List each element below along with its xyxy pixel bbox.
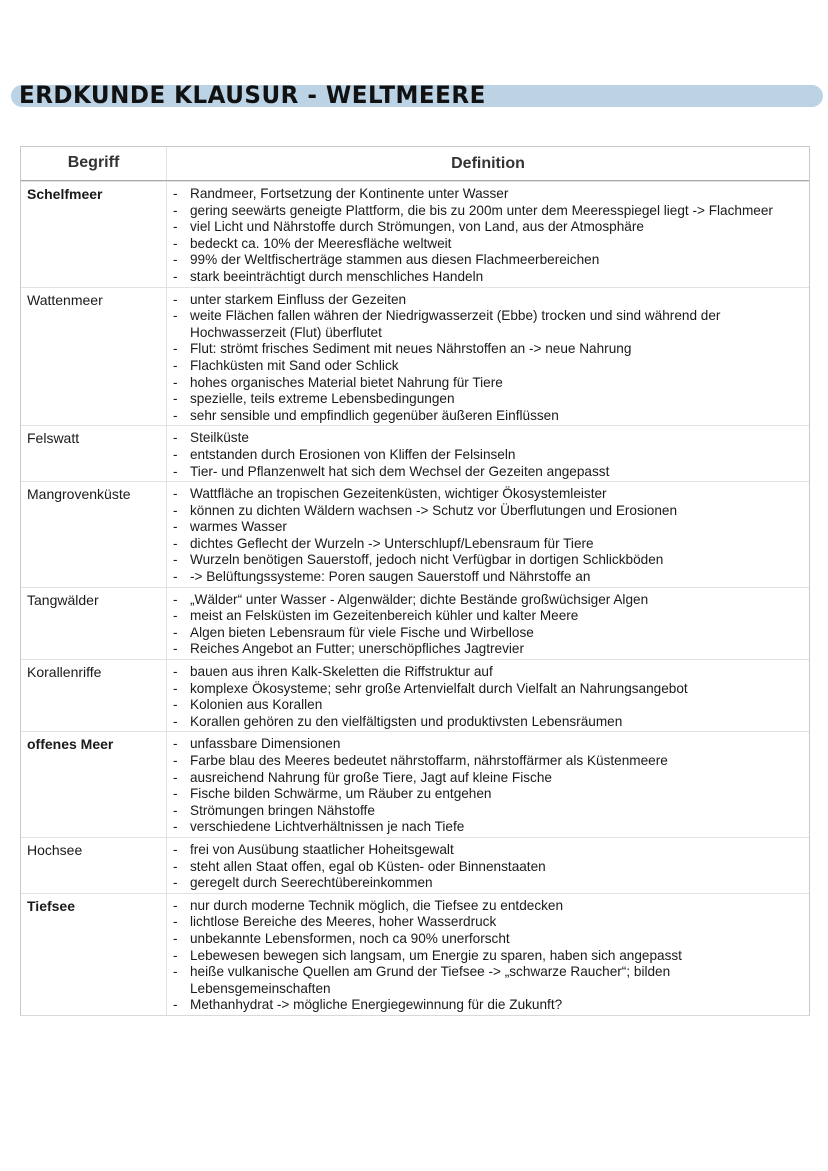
table-row xyxy=(21,425,809,481)
definition-item: - Strömungen bringen Nähstoffe xyxy=(173,803,803,820)
definition-item: - Kolonien aus Korallen xyxy=(173,697,803,714)
definition-item: - „Wälder“ unter Wasser - Algenwälder; dichte Bestände großwüchsiger Algen xyxy=(173,592,803,609)
term-cell: Tiefsee xyxy=(21,894,167,1015)
term-cell: Korallenriffe xyxy=(21,660,167,731)
table-row xyxy=(21,837,809,893)
definition-cell xyxy=(167,894,809,1015)
definition-item: - verschiedene Lichtverhältnissen je nach Tiefe xyxy=(173,819,803,836)
term-cell: Felswatt xyxy=(21,426,167,481)
definition-item: - Reiches Angebot an Futter; unerschöpfliches Jagtrevier xyxy=(173,641,803,658)
definition-item: - meist an Felsküsten im Gezeitenbereich kühler und kalter Meere xyxy=(173,608,803,625)
definition-item: - ausreichend Nahrung für große Tiere, Jagt auf kleine Fische xyxy=(173,770,803,787)
definition-item: - gering seewärts geneigte Plattform, die bis zu 200m unter dem Meeresspiegel liegt -> Flachmeer xyxy=(173,203,803,220)
header-definition: Definition xyxy=(451,154,525,172)
definition-item: - Wurzeln benötigen Sauerstoff, jedoch nicht Verfügbar in dortigen Schlickböden xyxy=(173,552,803,569)
definition-cell xyxy=(167,182,809,287)
term-cell: Mangrovenküste xyxy=(21,482,167,587)
definition-item: - Randmeer, Fortsetzung der Kontinente unter Wasser xyxy=(173,186,803,203)
table-row xyxy=(21,287,809,426)
definition-list xyxy=(173,736,803,836)
definition-item: - Algen bieten Lebensraum für viele Fische und Wirbellose xyxy=(173,625,803,642)
definition-item: - können zu dichten Wäldern wachsen -> Schutz vor Überflutungen und Erosionen xyxy=(173,503,803,520)
definition-list xyxy=(173,842,803,892)
term-cell: Hochsee xyxy=(21,838,167,893)
definition-item: - -> Belüftungssysteme: Poren saugen Sauerstoff und Nährstoffe an xyxy=(173,569,803,586)
definition-item: - heiße vulkanische Quellen am Grund der Tiefsee -> „schwarze Raucher“; bilden Lebensgemeinschaften xyxy=(173,964,803,997)
definition-cell xyxy=(167,838,809,893)
definition-item: - frei von Ausübung staatlicher Hoheitsgewalt xyxy=(173,842,803,859)
definition-item: - unfassbare Dimensionen xyxy=(173,736,803,753)
definition-item: - nur durch moderne Technik möglich, die Tiefsee zu entdecken xyxy=(173,898,803,915)
definition-list xyxy=(173,292,803,425)
table-row xyxy=(21,731,809,837)
definition-cell xyxy=(167,588,809,659)
definition-item: - Farbe blau des Meeres bedeutet nährstoffarm, nährstoffärmer als Küstenmeere xyxy=(173,753,803,770)
definition-list xyxy=(173,430,803,480)
definition-cell xyxy=(167,732,809,837)
definition-item: - Flut: strömt frisches Sediment mit neues Nährstoffen an -> neue Nahrung xyxy=(173,341,803,358)
definition-item: - komplexe Ökosysteme; sehr große Artenvielfalt durch Vielfalt an Nahrungsangebot xyxy=(173,681,803,698)
definition-item: - lichtlose Bereiche des Meeres, hoher Wasserdruck xyxy=(173,914,803,931)
definition-item: - Fische bilden Schwärme, um Räuber zu entgehen xyxy=(173,786,803,803)
definition-list xyxy=(173,486,803,586)
definition-item: - geregelt durch Seerechtübereinkommen xyxy=(173,875,803,892)
term-cell: Wattenmeer xyxy=(21,288,167,426)
definition-item: - Wattfläche an tropischen Gezeitenküsten, wichtiger Ökosystemleister xyxy=(173,486,803,503)
definition-item: - bauen aus ihren Kalk-Skeletten die Riffstruktur auf xyxy=(173,664,803,681)
table-header-row xyxy=(21,147,809,181)
definition-item: - Korallen gehören zu den vielfältigsten und produktivsten Lebensräumen xyxy=(173,714,803,731)
page-title: ERDKUNDE KLAUSUR - WELTMEERE xyxy=(19,82,486,110)
definition-item: - stark beeinträchtigt durch menschliches Handeln xyxy=(173,269,803,286)
definition-item: - Tier- und Pflanzenwelt hat sich dem Wechsel der Gezeiten angepasst xyxy=(173,464,803,481)
definition-item: - Methanhydrat -> mögliche Energiegewinnung für die Zukunft? xyxy=(173,997,803,1014)
definition-item: - sehr sensible und empfindlich gegenüber äußeren Einflüssen xyxy=(173,408,803,425)
table-row xyxy=(21,587,809,659)
definition-list xyxy=(173,898,803,1014)
term-cell: offenes Meer xyxy=(21,732,167,837)
table-body xyxy=(21,181,809,1015)
header-term: Begriff xyxy=(21,147,167,180)
definition-item: - hohes organisches Material bietet Nahrung für Tiere xyxy=(173,375,803,392)
definition-list xyxy=(173,592,803,658)
definitions-table xyxy=(20,146,810,1016)
definition-item: - weite Flächen fallen währen der Niedrigwasserzeit (Ebbe) trocken und sind während der Hochwasserzeit (Flut) überflutet xyxy=(173,308,803,341)
definition-item: - unter starkem Einfluss der Gezeiten xyxy=(173,292,803,309)
definition-list xyxy=(173,664,803,730)
definition-item: - unbekannte Lebensformen, noch ca 90% unerforscht xyxy=(173,931,803,948)
term-cell: Tangwälder xyxy=(21,588,167,659)
definition-item: - warmes Wasser xyxy=(173,519,803,536)
definition-item: - dichtes Geflecht der Wurzeln -> Unterschlupf/Lebensraum für Tiere xyxy=(173,536,803,553)
definition-item: - entstanden durch Erosionen von Kliffen der Felsinseln xyxy=(173,447,803,464)
definition-item: - Steilküste xyxy=(173,430,803,447)
definition-item: - 99% der Weltfischerträge stammen aus diesen Flachmeerbereichen xyxy=(173,252,803,269)
term-cell: Schelfmeer xyxy=(21,182,167,287)
definition-item: - Lebewesen bewegen sich langsam, um Energie zu sparen, haben sich angepasst xyxy=(173,948,803,965)
table-row xyxy=(21,481,809,587)
definition-item: - spezielle, teils extreme Lebensbedingungen xyxy=(173,391,803,408)
definition-cell xyxy=(167,288,809,426)
definition-cell xyxy=(167,482,809,587)
table-row xyxy=(21,181,809,287)
definition-cell xyxy=(167,660,809,731)
table-row xyxy=(21,659,809,731)
definition-item: - Flachküsten mit Sand oder Schlick xyxy=(173,358,803,375)
definition-item: - bedeckt ca. 10% der Meeresfläche weltweit xyxy=(173,236,803,253)
definition-cell xyxy=(167,426,809,481)
definition-list xyxy=(173,186,803,286)
definition-item: - viel Licht und Nährstoffe durch Strömungen, von Land, aus der Atmosphäre xyxy=(173,219,803,236)
definition-item: - steht allen Staat offen, egal ob Küsten- oder Binnenstaaten xyxy=(173,859,803,876)
table-row xyxy=(21,893,809,1015)
